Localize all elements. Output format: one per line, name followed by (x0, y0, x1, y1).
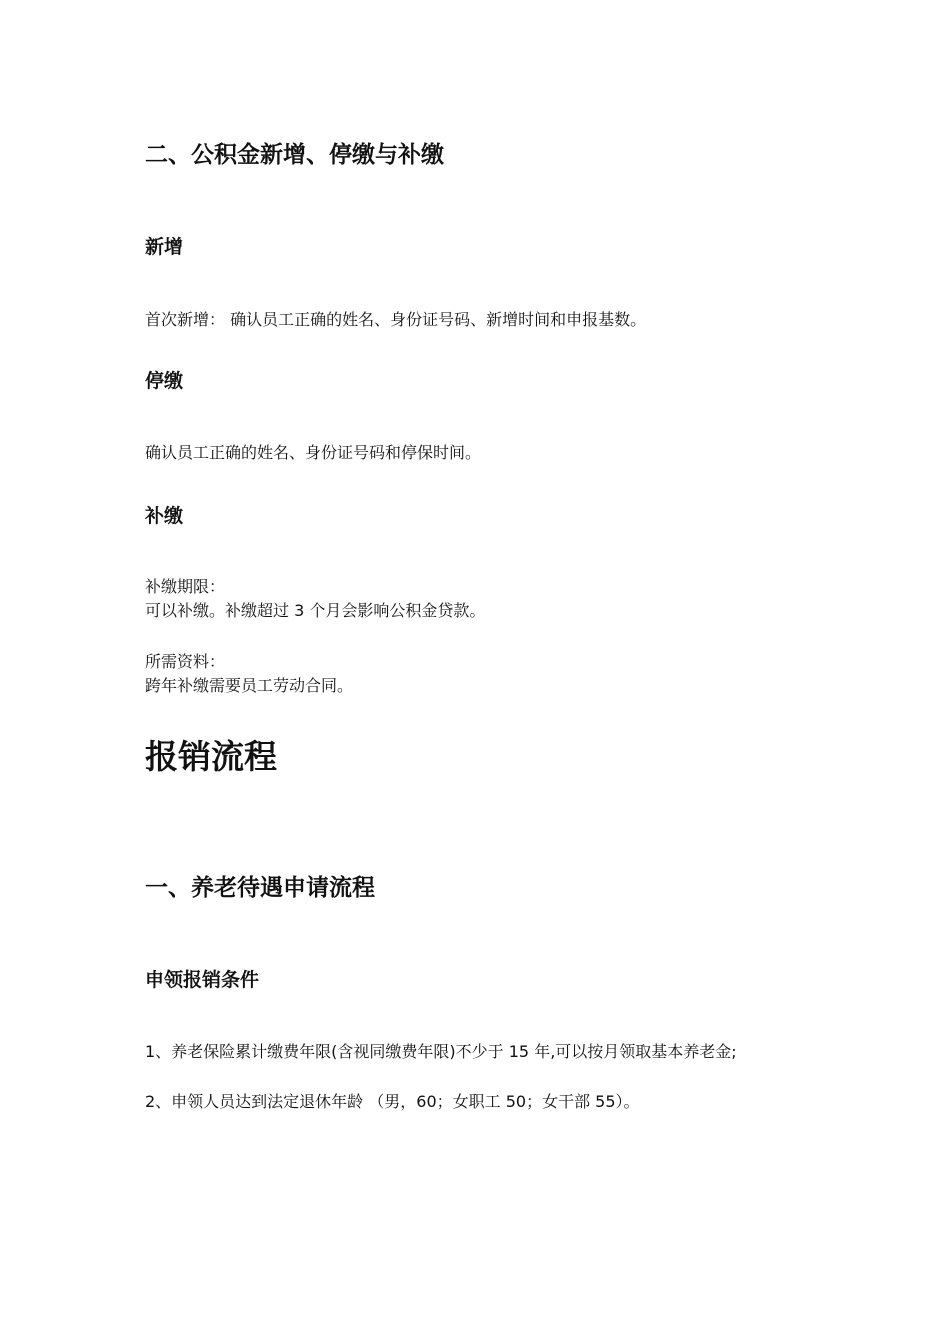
subheading-supplement: 补缴 (145, 505, 184, 527)
subheading-add: 新增 (145, 236, 184, 258)
add-description: 首次新增： 确认员工正确的姓名、身份证号码、新增时间和申报基数。 (145, 310, 647, 329)
supplement-period-text: 可以补缴。补缴超过 3 个月会影响公积金贷款。 (145, 601, 486, 620)
condition-item-1: 1、养老保险累计缴费年限(含视同缴费年限)不少于 15 年,可以按月领取基本养老金; (145, 1042, 737, 1061)
section-heading-housing-fund: 二、公积金新增、停缴与补缴 (145, 142, 444, 168)
section-heading-pension: 一、养老待遇申请流程 (145, 875, 375, 901)
stop-description: 确认员工正确的姓名、身份证号码和停保时间。 (145, 443, 482, 462)
subheading-conditions: 申领报销条件 (145, 969, 260, 991)
page-title-reimbursement: 报销流程 (145, 737, 277, 776)
supplement-materials-text: 跨年补缴需要员工劳动合同。 (145, 676, 354, 695)
subheading-stop: 停缴 (145, 370, 184, 392)
supplement-period-label: 补缴期限： (145, 577, 226, 596)
condition-item-2: 2、申领人员达到法定退休年龄 （男，60；女职工 50；女干部 55）。 (145, 1092, 640, 1111)
supplement-materials-label: 所需资料： (145, 652, 226, 671)
